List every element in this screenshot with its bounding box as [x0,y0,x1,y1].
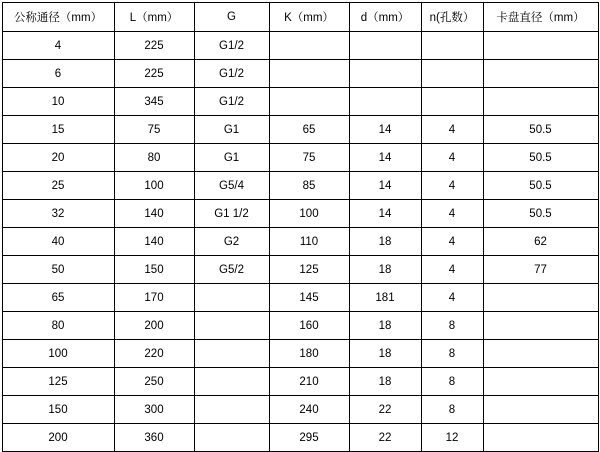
table-cell: G5/4 [194,172,269,200]
table-cell-empty [269,60,349,88]
table-cell-empty [194,368,269,396]
table-cell-empty [349,88,421,116]
table-row [2,116,598,144]
table-cell: 18 [349,228,421,256]
table-body [2,32,598,452]
table-cell: 4 [2,32,114,60]
table-cell: 4 [421,256,483,284]
table-cell-empty [421,32,483,60]
table-cell: 8 [421,396,483,424]
table-cell-empty [483,284,598,312]
table-cell: 75 [269,144,349,172]
table-cell: 77 [483,256,598,284]
table-cell: 4 [421,116,483,144]
table-cell: 200 [114,312,194,340]
table-row [2,32,598,60]
table-cell: 140 [114,228,194,256]
table-cell: 32 [2,200,114,228]
table-cell-empty [483,32,598,60]
table-cell: G5/2 [194,256,269,284]
table-cell: G1 [194,144,269,172]
table-cell: 180 [269,340,349,368]
table-cell: 4 [421,284,483,312]
table-row [2,88,598,116]
table-cell: 225 [114,60,194,88]
table-cell: G1/2 [194,88,269,116]
table-cell: 18 [349,368,421,396]
table-cell: G1 [194,116,269,144]
table-cell-empty [349,60,421,88]
column-header-d: d（mm） [349,3,421,32]
table-cell: 22 [349,396,421,424]
table-row [2,228,598,256]
table-cell: G2 [194,228,269,256]
column-header-length: L（mm） [114,3,194,32]
table-row [2,340,598,368]
table-cell-empty [483,424,598,452]
table-cell: 4 [421,172,483,200]
table-cell-empty [349,32,421,60]
table-cell-empty [483,60,598,88]
table-row [2,200,598,228]
column-header-hole-count: n(孔数） [421,3,483,32]
table-cell: 18 [349,256,421,284]
table-cell: 360 [114,424,194,452]
table-cell-empty [421,88,483,116]
table-cell: 15 [2,116,114,144]
column-header-thread: G [194,3,269,32]
table-cell: 4 [421,228,483,256]
table-cell: 50.5 [483,144,598,172]
table-cell: 100 [114,172,194,200]
table-cell: 240 [269,396,349,424]
table-row [2,368,598,396]
table-cell-empty [194,340,269,368]
table-row [2,144,598,172]
table-cell: 50.5 [483,172,598,200]
table-cell: 125 [2,368,114,396]
table-cell: 220 [114,340,194,368]
table-cell: 75 [114,116,194,144]
table-cell: 4 [421,144,483,172]
table-cell: G1/2 [194,60,269,88]
column-header-nominal-diameter: 公称通径（mm） [2,3,114,32]
table-cell: 181 [349,284,421,312]
table-cell: G1 1/2 [194,200,269,228]
table-cell: 20 [2,144,114,172]
table-cell: 14 [349,200,421,228]
table-cell-empty [483,312,598,340]
table-row [2,312,598,340]
table-cell-empty [194,312,269,340]
table-cell: 8 [421,312,483,340]
column-header-chuck-diameter: 卡盘直径（mm） [483,3,598,32]
table-cell: 18 [349,312,421,340]
table-cell: 170 [114,284,194,312]
table-cell: 80 [2,312,114,340]
table-cell: 65 [269,116,349,144]
table-cell: 100 [2,340,114,368]
table-cell: 85 [269,172,349,200]
table-cell: 62 [483,228,598,256]
table-cell: 125 [269,256,349,284]
table-cell: 110 [269,228,349,256]
table-cell: 225 [114,32,194,60]
table-cell: 50 [2,256,114,284]
table-cell: 50.5 [483,200,598,228]
table-row [2,424,598,452]
column-header-k: K（mm） [269,3,349,32]
table-cell: 140 [114,200,194,228]
table-cell: 12 [421,424,483,452]
table-cell: 80 [114,144,194,172]
table-cell: 6 [2,60,114,88]
table-cell-empty [194,424,269,452]
table-cell-empty [421,60,483,88]
table-cell: 345 [114,88,194,116]
table-cell: 250 [114,368,194,396]
table-cell: 14 [349,116,421,144]
table-cell: 8 [421,340,483,368]
table-cell: 145 [269,284,349,312]
table-cell: 50.5 [483,116,598,144]
table-cell: 150 [2,396,114,424]
table-cell: 210 [269,368,349,396]
table-cell: 40 [2,228,114,256]
table-row [2,284,598,312]
table-cell: 100 [269,200,349,228]
table-row [2,172,598,200]
table-cell: 295 [269,424,349,452]
table-row [2,60,598,88]
table-cell: 65 [2,284,114,312]
table-cell: 14 [349,172,421,200]
table-cell: 14 [349,144,421,172]
table-cell: 4 [421,200,483,228]
table-cell-empty [194,284,269,312]
specification-table [2,2,599,452]
table-cell: 160 [269,312,349,340]
table-cell: 200 [2,424,114,452]
table-cell: 10 [2,88,114,116]
table-cell: 18 [349,340,421,368]
table-header-row [2,3,598,32]
table-cell: 22 [349,424,421,452]
table-row [2,256,598,284]
table-cell: G1/2 [194,32,269,60]
table-cell: 25 [2,172,114,200]
table-cell: 300 [114,396,194,424]
table-cell-empty [483,88,598,116]
table-cell: 8 [421,368,483,396]
table-cell-empty [269,32,349,60]
table-cell: 150 [114,256,194,284]
table-cell-empty [483,368,598,396]
table-cell-empty [269,88,349,116]
table-cell-empty [483,340,598,368]
